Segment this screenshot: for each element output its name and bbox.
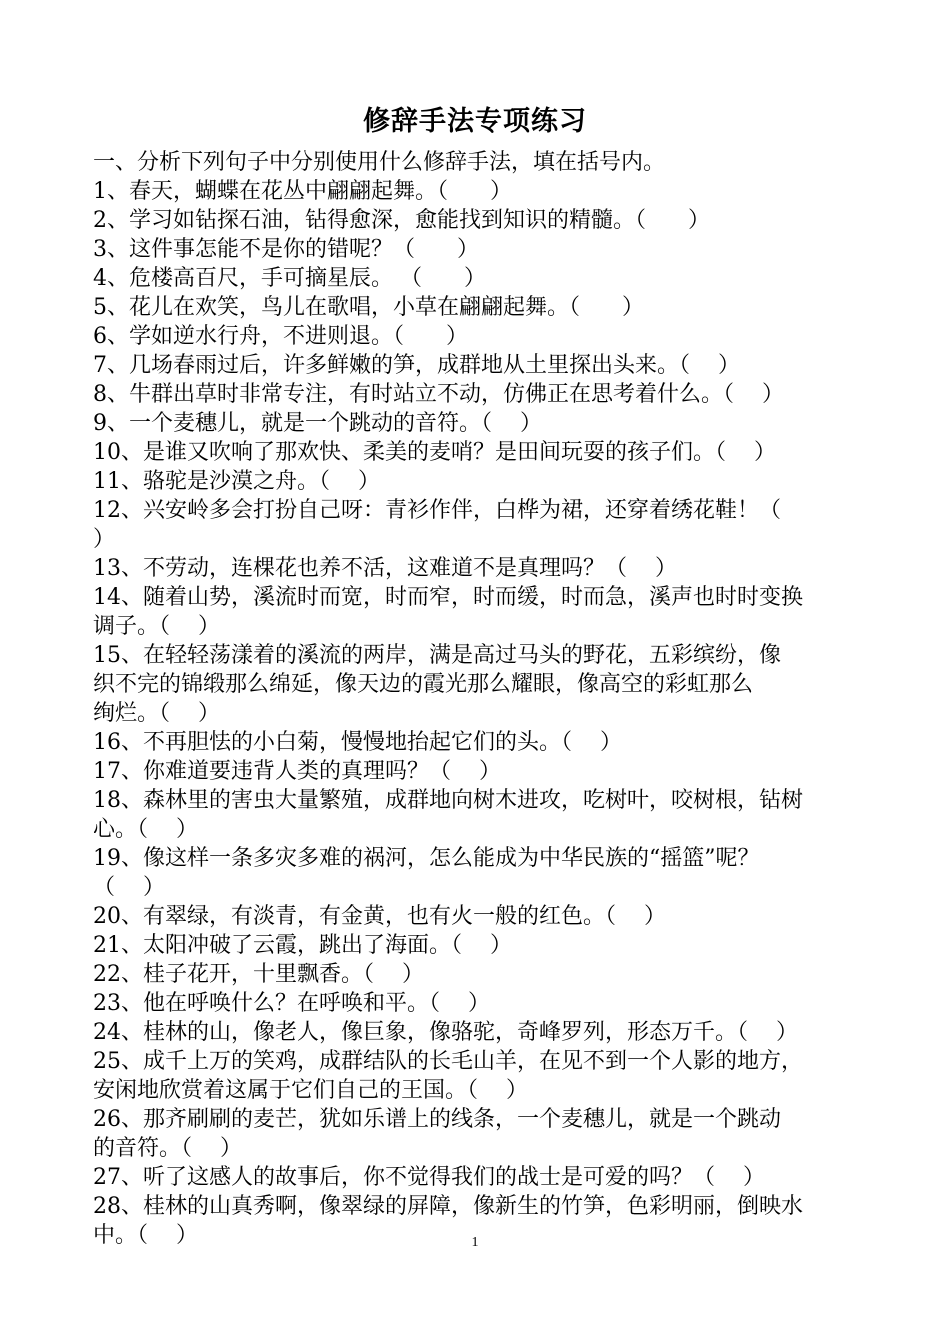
question-line: 3、这件事怎能不是你的错呢？（ ） (93, 237, 479, 262)
question-line: 6、学如逆水行舟，不进则退。（ ） (93, 324, 468, 349)
question-line: 7、几场春雨过后，许多鲜嫩的笋，成群地从土里探出头来。（ ） (93, 353, 740, 378)
instruction-line: 一、分析下列句子中分别使用什么修辞手法，填在括号内。 (93, 150, 666, 175)
question-line: 26、那齐刷刷的麦芒，犹如乐谱上的线条，一个麦穗儿，就是一个跳动 (93, 1107, 781, 1132)
question-line: 12、兴安岭多会打扮自己呀：青衫作伴，白桦为裙，还穿着绣花鞋！（ (93, 498, 781, 523)
question-line: 调子。（ ） (93, 614, 220, 639)
question-line: 28、桂林的山真秀啊，像翠绿的屏障，像新生的竹笋，色彩明丽，倒映水 (93, 1194, 803, 1219)
page-number: 1 (471, 1235, 479, 1250)
question-line: 21、太阳冲破了云霞，跳出了海面。（ ） (93, 933, 512, 958)
question-line: 织不完的锦缎那么绵延，像天边的霞光那么耀眼，像高空的彩虹那么 (93, 672, 754, 697)
question-line: 13、不劳动，连棵花也养不活，这难道不是真理吗？（ ） (93, 556, 677, 581)
question-line: 安闲地欣赏着这属于它们自己的王国。（ ） (93, 1078, 528, 1103)
question-line: ） (93, 527, 116, 552)
question-line: 14、随着山势，溪流时而宽，时而窄，时而缓，时而急，溪声也时时变换 (93, 585, 803, 610)
question-line: 25、成千上万的笑鸡，成群结队的长毛山羊，在见不到一个人影的地方， (93, 1049, 803, 1074)
question-line: 4、危楼高百尺，手可摘星辰。 （ ） (93, 266, 486, 291)
question-line: 1、春天，蝴蝶在花丛中翩翩起舞。（ ） (93, 179, 512, 204)
question-line: 20、有翠绿，有淡青，有金黄，也有火一般的红色。（ ） (93, 904, 666, 929)
question-line: 5、花儿在欢笑，鸟儿在歌唱，小草在翩翩起舞。（ ） (93, 295, 644, 320)
exercise-body (93, 148, 863, 1250)
question-line: 15、在轻轻荡漾着的溪流的两岸，满是高过马头的野花，五彩缤纷，像 (93, 643, 781, 668)
question-line: 19、像这样一条多灾多难的祸河，怎么能成为中华民族的“摇篮”呢？ (93, 846, 760, 871)
question-line: 27、听了这感人的故事后，你不觉得我们的战士是可爱的吗？（ ） (93, 1165, 765, 1190)
question-line: 24、桂林的山，像老人，像巨象，像骆驼，奇峰罗列，形态万千。（ ） (93, 1020, 798, 1045)
question-line: 8、牛群出草时非常专注，有时站立不动，仿佛正在思考着什么。（ ） (93, 382, 784, 407)
question-line: 11、骆驼是沙漠之舟。（ ） (93, 469, 380, 494)
question-line: 9、一个麦穗儿，就是一个跳动的音符。（ ） (93, 411, 542, 436)
question-line: 23、他在呼唤什么？在呼唤和平。（ ） (93, 991, 490, 1016)
question-line: 22、桂子花开，十里飘香。（ ） (93, 962, 424, 987)
question-line: 2、学习如钻探石油，钻得愈深，愈能找到知识的精髓。（ ） (93, 208, 710, 233)
question-line: 16、不再胆怯的小白菊，慢慢地抬起它们的头。（ ） (93, 730, 622, 755)
question-line: 17、你难道要违背人类的真理吗？（ ） (93, 759, 501, 784)
question-line: 中。（ ） (93, 1223, 198, 1248)
question-line: 绚烂。（ ） (93, 701, 220, 726)
question-line: （ ） (93, 875, 165, 900)
document-title: 修辞手法专项练习 (363, 106, 587, 137)
question-line: 10、是谁又吹响了那欢快、柔美的麦哨？是田间玩耍的孩子们。（ ） (93, 440, 776, 465)
question-line: 心。（ ） (93, 817, 198, 842)
question-line: 的音符。（ ） (93, 1136, 242, 1161)
question-line: 18、森林里的害虫大量繁殖，成群地向树木进攻，吃树叶，咬树根，钻树 (93, 788, 803, 813)
